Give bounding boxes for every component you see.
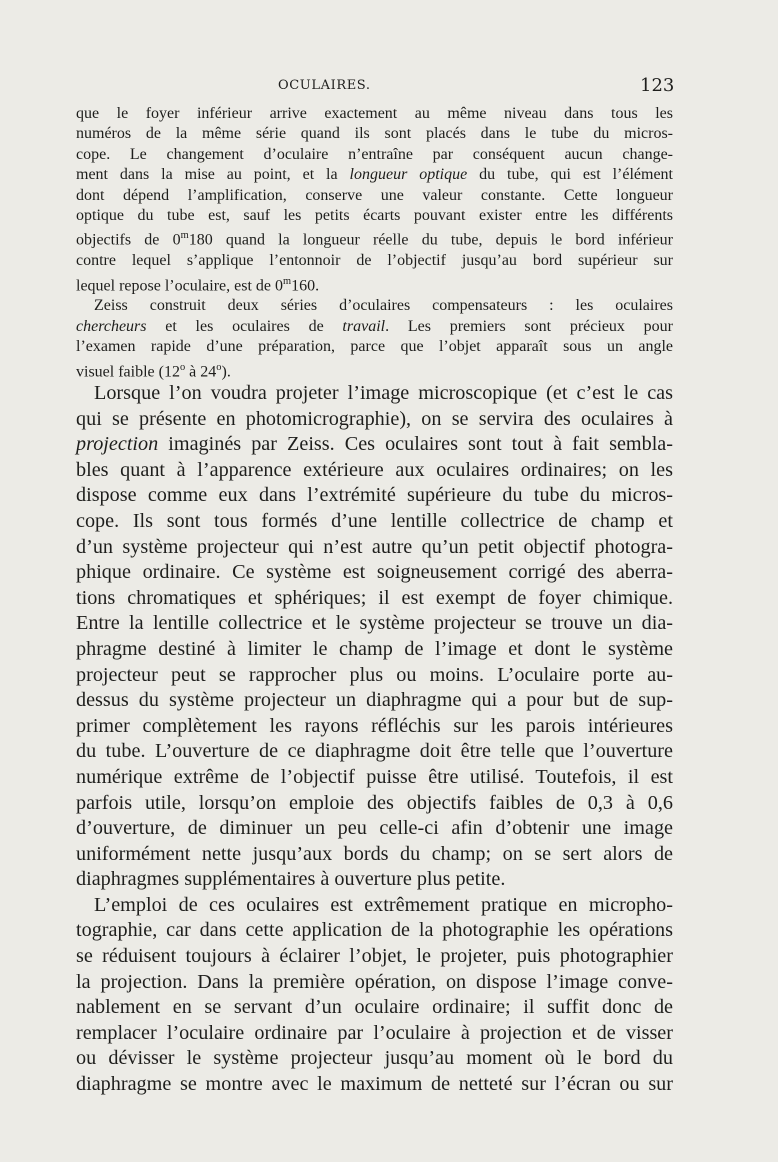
text-line: dont dépend l’amplification, conserve une valeur constante. Cette longueur [76, 186, 673, 204]
text-line: d’ouverture, de diminuer un peu celle-ci afin d’obtenir une image [76, 817, 673, 840]
text-line: ment dans la mise au point, et la longueur optique du tube, qui est l’élément [76, 166, 673, 184]
text-line: du tube. L’ouverture de ce diaphragme doit être telle que l’ouverture [76, 740, 673, 763]
text-line: uniformément nette jusqu’aux bords du champ; on se sert alors de [76, 842, 673, 865]
page-header [0, 72, 778, 102]
running-title: OCULAIRES. [278, 78, 371, 93]
text-line: cope. Le changement d’oculaire n’entraîne par conséquent aucun change- [76, 145, 673, 163]
text-line: objectifs de 0$^m$180 quand la longueur réelle du tube, depuis le bord inférieur [76, 230, 673, 249]
text-line: numéros de la même série quand ils sont placés dans le tube du micros- [76, 125, 673, 143]
text-line: numérique extrême de l’objectif puisse être utilisé. Toutefois, il est [76, 765, 673, 788]
text-line: projecteur peut se rapprocher plus ou moins. L’oculaire porte au- [76, 663, 673, 686]
text-line: Entre la lentille collectrice et le système projecteur se trouve un dia- [76, 612, 673, 635]
small-print-block [76, 104, 673, 382]
text-line: visuel faible (12$^o$ à 24$^o$). [76, 361, 231, 380]
text-line: Zeiss construit deux séries d’oculaires compensateurs : les oculaires [94, 297, 673, 315]
text-line: se réduisent toujours à éclairer l’objet, le projeter, puis photographier [76, 945, 673, 968]
text-line: la projection. Dans la première opération, on dispose l’image conve- [76, 970, 673, 993]
page-number: 123 [640, 75, 675, 96]
text-line: chercheurs et les oculaires de travail. Les premiers sont précieux pour [76, 317, 673, 335]
text-line: optique du tube est, sauf les petits écarts pouvant exister entre les différents [76, 207, 673, 225]
text-line: tions chromatiques et sphériques; il est exempt de foyer chimique. [76, 586, 673, 609]
text-line: nablement en se servant d’un oculaire ordinaire; il suffit donc de [76, 996, 673, 1019]
text-line: diaphragmes supplémentaires à ouverture plus petite. [76, 868, 506, 891]
text-line: ou dévisser le système projecteur jusqu’au moment où le bord du [76, 1047, 673, 1070]
text-line: phragme destiné à limiter le champ de l’image et dont le système [76, 637, 673, 660]
text-line: diaphragme se montre avec le maximum de netteté sur l’écran ou sur [76, 1073, 673, 1096]
text-line: qui se présente en photomicrographie), on se servira des oculaires à [76, 407, 673, 430]
text-line: remplacer l’oculaire ordinaire par l’oculaire à projection et de visser [76, 1021, 673, 1044]
text-line: Lorsque l’on voudra projeter l’image microscopique (et c’est le cas [94, 382, 673, 404]
text-line: lequel repose l’oculaire, est de 0$^m$160. [76, 275, 320, 294]
text-line: dispose comme eux dans l’extrémité supérieure du tube du micros- [76, 484, 673, 507]
text-line: parfois utile, lorsqu’on emploie des objectifs faibles de 0,3 à 0,6 [76, 791, 673, 814]
text-line: tographie, car dans cette application de la photographie les opérations [76, 919, 673, 942]
text-line: bles quant à l’apparence extérieure aux oculaires ordinaires; on les [76, 458, 673, 481]
text-line: L’emploi de ces oculaires est extrêmement pratique en micropho- [94, 893, 673, 916]
text-line: que le foyer inférieur arrive exactement au même niveau dans tous les [76, 105, 673, 122]
text-line: contre lequel s’applique l’entonnoir de l’objectif jusqu’au bord supérieur sur [76, 252, 673, 270]
text-line: l’examen rapide d’une préparation, parce que l’objet apparaît sous un angle [76, 338, 673, 356]
text-line: d’un système projecteur qui n’est autre qu’un petit objectif photogra- [76, 535, 673, 558]
text-line: dessus du système projecteur un diaphragme qui a pour but de sup- [76, 689, 673, 712]
text-line: projection imaginés par Zeiss. Ces oculaires sont tout à fait sembla- [76, 433, 673, 456]
text-line: cope. Ils sont tous formés d’une lentille collectrice de champ et [76, 509, 673, 532]
main-text-block [76, 381, 673, 1098]
text-line: phique ordinaire. Ce système est soigneusement corrigé des aberra- [76, 561, 673, 584]
text-line: primer complètement les rayons réfléchis sur les parois intérieures [76, 714, 673, 737]
